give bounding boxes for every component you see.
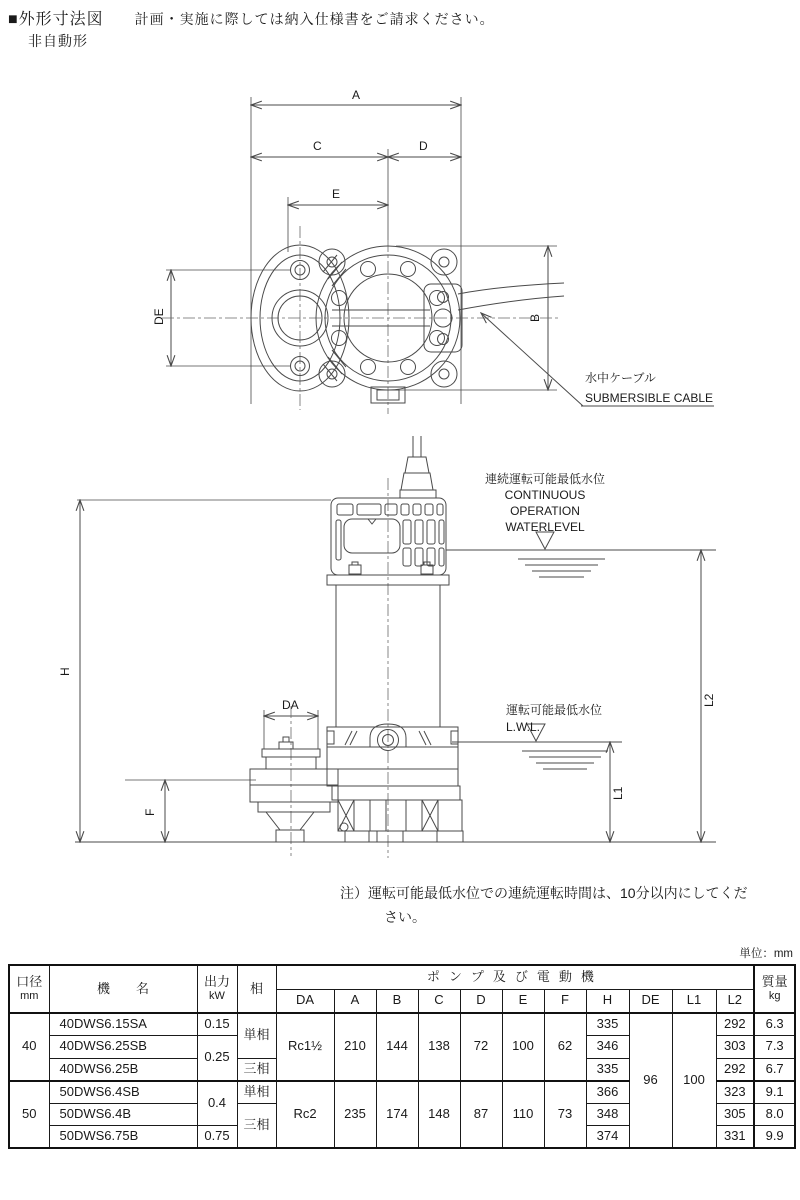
cell-DA: Rc2 [276, 1081, 334, 1149]
cell-DA: Rc1½ [276, 1013, 334, 1081]
cell-A: 235 [334, 1081, 376, 1149]
continuous-water-level-symbol [518, 532, 605, 577]
cell-B: 174 [376, 1081, 418, 1149]
cell-H: 366 [586, 1081, 629, 1104]
cell-B: 144 [376, 1013, 418, 1081]
col-header-A: A [334, 989, 376, 1013]
col-header-B: B [376, 989, 418, 1013]
note-line-2: さい。 [384, 909, 426, 925]
col-header-F: F [544, 989, 586, 1013]
page-title-note: 計画・実施に際しては納入仕様書をご請求ください。 [134, 11, 495, 27]
cell-C: 148 [418, 1081, 460, 1149]
cell-L2: 292 [716, 1058, 754, 1081]
cell-H: 374 [586, 1126, 629, 1149]
dim-C [251, 139, 388, 157]
dim-L2 [701, 550, 716, 842]
cell-model: 40DWS6.25B [49, 1058, 197, 1081]
dim-label-L1: L1 [611, 786, 625, 800]
cell-phase: 単相 [237, 1081, 276, 1104]
cell-F: 62 [544, 1013, 586, 1081]
cell-H: 335 [586, 1013, 629, 1036]
cell-model: 50DWS6.4SB [49, 1081, 197, 1104]
cwl-label-en1: CONTINUOUS [504, 488, 586, 502]
cell-output: 0.25 [197, 1036, 237, 1081]
pump-top-view [152, 88, 714, 414]
cell-output: 0.75 [197, 1126, 237, 1149]
note-line-1: 注）運転可能最低水位での連続運転時間は、10分以内にしてくだ [340, 885, 748, 901]
cell-D: 72 [460, 1013, 502, 1081]
table-row [9, 1013, 795, 1036]
cell-D: 87 [460, 1081, 502, 1149]
unit-label: 単位：mm [739, 948, 793, 960]
lwl-label-jp: 運転可能最低水位 [506, 703, 603, 717]
cell-model: 50DWS6.4B [49, 1103, 197, 1126]
dim-H [58, 500, 80, 842]
cell-H: 335 [586, 1058, 629, 1081]
col-header-model: 機 名 [49, 965, 197, 1013]
cell-mass: 8.0 [754, 1103, 795, 1126]
strainer-base [332, 786, 463, 842]
col-header-L1: L1 [672, 989, 716, 1013]
dim-F [143, 780, 165, 842]
col-header-E: E [502, 989, 544, 1013]
cell-F: 73 [544, 1081, 586, 1149]
cell-H: 348 [586, 1103, 629, 1126]
dim-label-F: F [143, 808, 157, 816]
volute-casing [327, 724, 458, 786]
operation-note [340, 881, 800, 929]
cell-model: 40DWS6.25SB [49, 1036, 197, 1059]
cell-L2: 331 [716, 1126, 754, 1149]
col-header-DE: DE [629, 989, 672, 1013]
cell-model: 40DWS6.15SA [49, 1013, 197, 1036]
subtitle-non-automatic: 非自動形 [28, 33, 88, 49]
col-header-C: C [418, 989, 460, 1013]
cell-E: 110 [502, 1081, 544, 1149]
cell-model: 50DWS6.75B [49, 1126, 197, 1149]
cell-mass: 9.1 [754, 1081, 795, 1104]
dim-label-A: A [352, 88, 361, 102]
dim-E [288, 187, 388, 205]
cable-label-en: SUBMERSIBLE CABLE [585, 391, 714, 405]
dim-A [251, 88, 461, 105]
col-header-phase: 相 [237, 965, 276, 1013]
discharge-connection [250, 737, 338, 842]
spec-table [8, 964, 796, 1149]
dim-label-D: D [419, 139, 428, 153]
cable-side-view [400, 436, 436, 498]
dim-label-L2: L2 [702, 693, 716, 707]
cell-DE: 96 [629, 1013, 672, 1148]
cell-L2: 323 [716, 1081, 754, 1104]
cell-L2: 292 [716, 1013, 754, 1036]
cable-label-jp: 水中ケーブル [585, 371, 656, 385]
dim-L1 [610, 742, 625, 842]
cell-A: 210 [334, 1013, 376, 1081]
cell-bore: 50 [9, 1081, 49, 1149]
cell-bore: 40 [9, 1013, 49, 1081]
dim-label-C: C [313, 139, 322, 153]
cell-H: 346 [586, 1036, 629, 1059]
dim-label-DE: DE [152, 308, 166, 325]
cwl-label-en3: WATERLEVEL [505, 520, 585, 534]
col-header-output: 出力 kW [197, 965, 237, 1013]
cell-phase: 三相 [237, 1058, 276, 1081]
cell-E: 100 [502, 1013, 544, 1081]
cell-output: 0.4 [197, 1081, 237, 1126]
cell-output: 0.15 [197, 1013, 237, 1036]
col-header-bore: 口径 mm [9, 965, 49, 1013]
cell-L2: 303 [716, 1036, 754, 1059]
col-header-DA: DA [276, 989, 334, 1013]
pump-side-view [58, 436, 716, 858]
col-header-group-pump-motor: ポンプ及び電動機 [276, 965, 754, 989]
dim-label-DA: DA [282, 698, 299, 712]
cell-C: 138 [418, 1013, 460, 1081]
cell-L2: 305 [716, 1103, 754, 1126]
dim-label-E: E [332, 187, 341, 201]
cell-mass: 7.3 [754, 1036, 795, 1059]
col-header-mass: 質量 kg [754, 965, 795, 1013]
cell-mass: 6.7 [754, 1058, 795, 1081]
cell-mass: 9.9 [754, 1126, 795, 1149]
cell-phase: 単相 [237, 1013, 276, 1058]
col-header-D: D [460, 989, 502, 1013]
col-header-H: H [586, 989, 629, 1013]
cell-mass: 6.3 [754, 1013, 795, 1036]
cell-phase: 三相 [237, 1103, 276, 1148]
page-title: ■外形寸法図 [8, 11, 104, 28]
cell-L1: 100 [672, 1013, 716, 1148]
dim-D [388, 139, 461, 157]
cwl-label-jp: 連続運転可能最低水位 [484, 472, 606, 486]
cwl-label-en2: OPERATION [510, 504, 580, 518]
dim-label-B: B [528, 313, 542, 322]
dim-label-H: H [58, 667, 72, 676]
lwl-label-en: L.W.L. [506, 720, 541, 734]
col-header-L2: L2 [716, 989, 754, 1013]
